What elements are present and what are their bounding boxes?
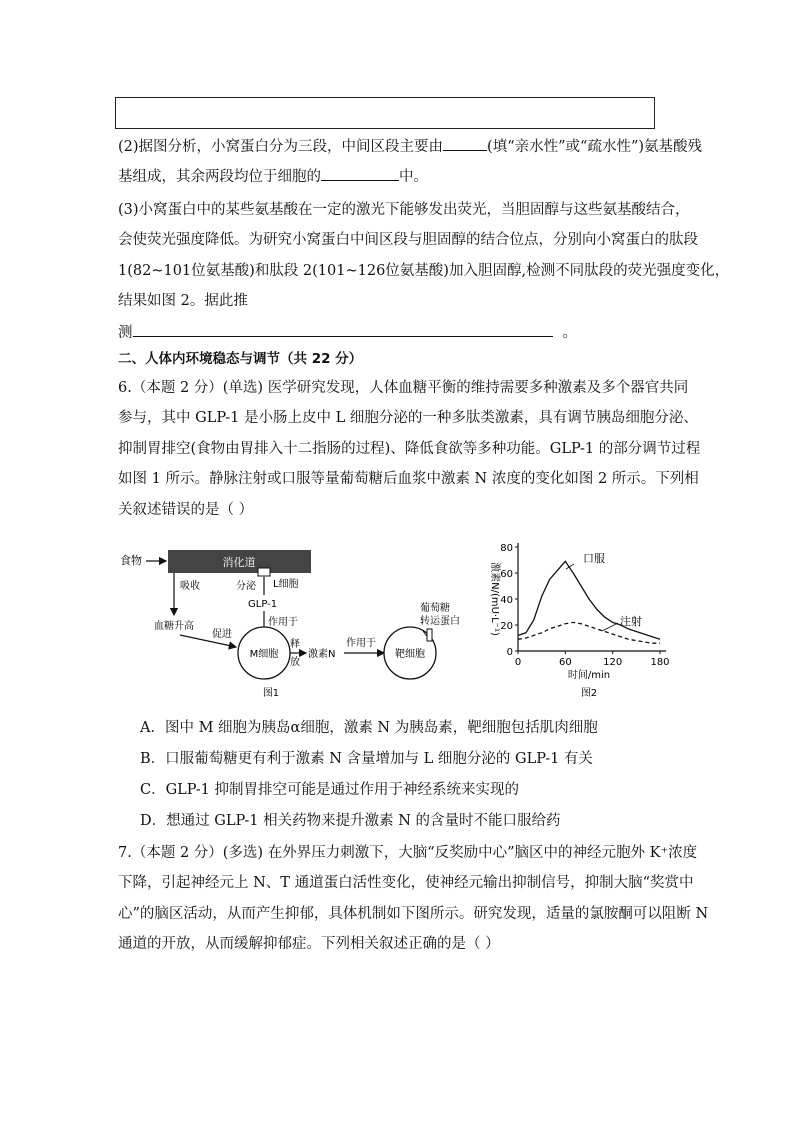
y-tick-label: 0 [506,647,513,658]
promote-label: 促进 [212,629,232,640]
option-c[interactable]: C．GLP-1 抑制胃排空可能是通过作用于神经系统来实现的 [140,782,520,798]
figure-2-caption: 图2 [580,688,598,699]
figure-2-chart [478,535,678,700]
x-axis-label: 时间/min [567,670,611,681]
y-tick-label: 60 [500,569,513,580]
figure-1-caption: 图1 [262,688,280,699]
glut-label-1: 葡萄糖 [420,603,450,614]
q7-line2: 下降，引起神经元上 N、T 通道蛋白活性变化，使神经元输出抑制信号，抑制大脑“奖赏中 [118,875,694,891]
q5-part3-line2: 会使荧光强度降低。为研究小窝蛋白中间区段与胆固醇的结合位点，分别向小窝蛋白的肽段 [118,232,698,248]
y-tick-label: 80 [500,543,513,554]
glut-channel [427,629,432,641]
glp1-label: GLP-1 [248,599,278,610]
q6-line5: 关叙述错误的是（ ） [118,502,254,518]
q7-line3: 心”的脑区活动，从而产生抑郁，具体机制如下图所示。研究发现，适量的氯胺酮可以阻断 N [118,906,709,922]
series-label: 注射 [620,615,642,628]
x-tick-label: 0 [514,657,522,668]
l-cell-label: L细胞 [273,579,299,590]
q5-part3-line1: (3)小窝蛋白中的某些氨基酸在一定的激光下能够发出荧光，当胆固醇与这些氨基酸结合， [118,202,690,218]
q5-part2-line1: (2)据图分析，小窝蛋白分为三段，中间区段主要由 (填“亲水性”或“疏水性”)氨基酸残 [118,136,702,157]
release-label-2: 放 [290,657,300,668]
option-a[interactable]: A．图中 M 细胞为胰岛α细胞，激素 N 为胰岛素，靶细胞包括肌肉细胞 [140,720,598,736]
target-cell-label: 靶细胞 [395,649,425,660]
l-cell-marker [258,568,270,576]
glut-label-2: 转运蛋白 [420,616,460,627]
q6-line2: 参与，其中 GLP-1 是小肠上皮中 L 细胞分泌的一种多肽类激素，具有调节胰岛细胞分泌、 [118,410,698,426]
q6-line4: 如图 1 所示。静脉注射或口服等量葡萄糖后血浆中激素 N 浓度的变化如图 2 所示。下列相 [118,471,699,487]
q7-line1: 7.（本题 2 分）(多选) 在外界压力刺激下，大脑“反奖励中心”脑区中的神经元胞外 K⁺浓度 [118,845,698,861]
food-label: 食物 [120,554,142,567]
x-tick-label: 120 [603,657,623,668]
absorb-label: 吸收 [180,581,200,592]
x-tick-label: 180 [650,657,670,668]
q6-line3: 抑制胃排空(食物由胃排入十二指肠的过程)、降低食欲等多种功能。GLP-1 的部分调节过程 [118,441,701,457]
acts-on-2-label: 作用于 [346,638,376,649]
answer-box[interactable] [115,97,655,129]
x-tick-label: 60 [558,657,572,668]
tract-label: 消化道 [222,556,256,569]
q5-part3-line4: 结果如图 2。据此推 [118,293,248,309]
figure-1-diagram [118,535,460,700]
secrete-label: 分泌 [236,581,256,592]
answer-blank-2[interactable] [321,166,399,181]
series-label: 口服 [583,552,605,565]
q5-part3-line5: 测 。 [118,322,577,343]
release-label-1: 释 [290,639,300,650]
y-tick-label: 20 [500,621,513,632]
option-b[interactable]: B．口服葡萄糖更有利于激素 N 含量增加与 L 细胞分泌的 GLP-1 有关 [140,751,593,767]
answer-blank-1[interactable] [443,136,487,151]
q5-part3-line3: 1(82~101位氨基酸)和肽段 2(101~126位氨基酸)加入胆固醇,检测不同肽段的荧光强度变化， [118,263,730,279]
q5-part2-line2: 基组成，其余两段均位于细胞的 中。 [118,166,428,187]
sugar-rise-label: 血糖升高 [154,621,194,632]
hormone-n-label: 激素N [308,649,336,660]
answer-blank-3[interactable] [133,322,553,337]
series-label-leader [602,623,618,631]
option-d[interactable]: D．想通过 GLP-1 相关药物来提升激素 N 的含量时不能口服给药 [140,813,561,829]
q6-line1: 6.（本题 2 分）(单选) 医学研究发现，人体血糖平衡的维持需要多种激素及多个器官共同 [118,380,689,396]
y-tick-label: 40 [500,595,513,606]
q7-line4: 通道的开放，从而缓解抑郁症。下列相关叙述正确的是（ ） [118,936,500,952]
section-title: 二、人体内环境稳态与调节（共 22 分） [118,351,363,367]
m-cell-label: M细胞 [249,649,279,660]
acts-on-1-label: 作用于 [268,617,298,628]
y-axis-label: 激素N/(mU·L⁻¹) [489,562,500,636]
